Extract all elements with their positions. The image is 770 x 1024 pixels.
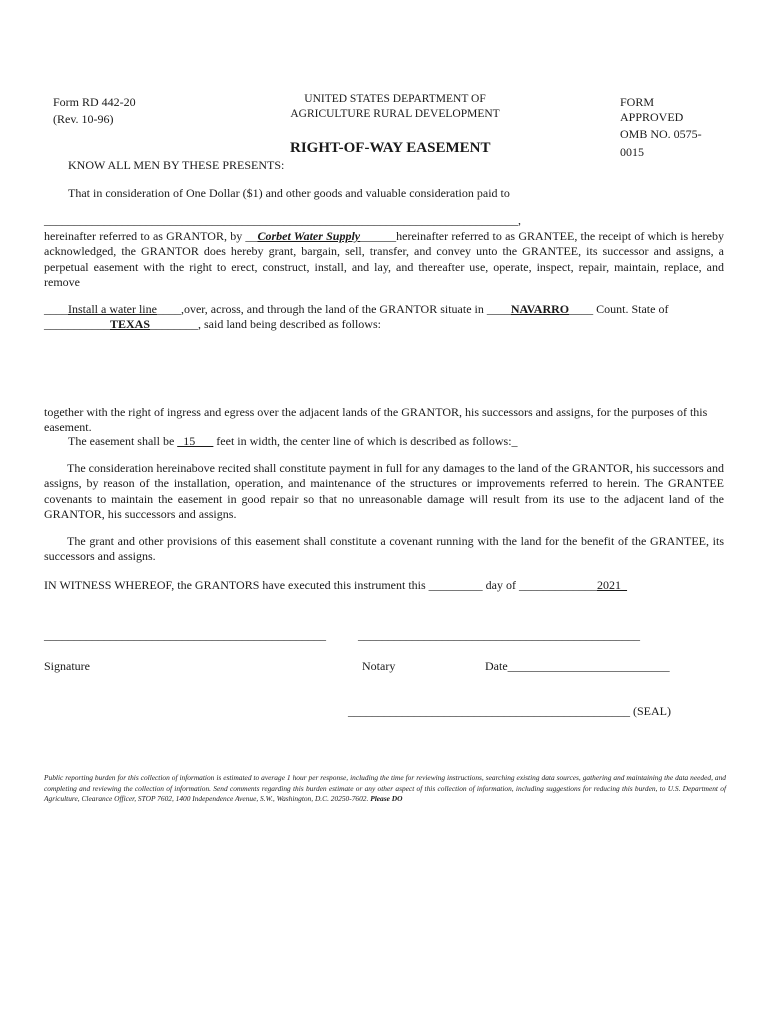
- document-title: RIGHT-OF-WAY EASEMENT: [290, 140, 491, 156]
- grant-paragraph: [44, 229, 724, 290]
- date-field[interactable]: Date___________________________: [485, 659, 670, 673]
- grantor-suffix: ______hereinafter referred to as GRANTEE, the receipt of which is: [360, 229, 689, 243]
- agency-line-2: AGRICULTURE RURAL DEVELOPMENT: [290, 108, 500, 120]
- witness-year[interactable]: 2021_: [597, 578, 627, 592]
- approval-line-1: FORM: [620, 95, 655, 109]
- state-value[interactable]: TEXAS: [110, 317, 151, 331]
- signature-line[interactable]: _______________________________________________: [44, 628, 326, 642]
- grantor-name-blank[interactable]: _______________________________________________________________________________,: [44, 213, 521, 227]
- easement-width-line: [68, 434, 518, 449]
- width-value[interactable]: _15___: [177, 434, 214, 448]
- form-number: Form RD 442-20: [53, 95, 136, 109]
- covenant-paragraph: The grant and other provisions of this easement shall constitute a covenant running with the land for the benefit of the GRANTEE, its successors and assigns.: [44, 534, 724, 564]
- state-prefix: ___________: [44, 317, 110, 331]
- notary-label: Notary: [362, 659, 396, 673]
- state-suffix: ________, said land being described as follows:: [150, 317, 381, 331]
- burden-statement: [44, 773, 726, 805]
- agency-line-1: UNITED STATES DEPARTMENT OF: [304, 93, 486, 105]
- width-suffix: feet in width, the center line of which is described as follows:_: [213, 434, 518, 448]
- approval-line-2: APPROVED: [620, 110, 684, 124]
- witness-text: IN WITNESS WHEREOF, the GRANTORS have executed this instrument this _________ day of _____________: [44, 578, 597, 592]
- purpose-prefix: ____: [44, 302, 68, 316]
- width-prefix: The easement shall be: [68, 434, 178, 448]
- approval-line-3: OMB NO. 0575-: [620, 127, 702, 141]
- purpose-value[interactable]: Install a water line: [68, 302, 157, 316]
- purpose-line: [44, 302, 668, 317]
- approval-line-4: 0015: [620, 145, 644, 159]
- consideration-paragraph: The consideration hereinabove recited shall constitute payment in full for any damages to the land of the GRANTOR, his successors and assigns, by reason of the installation, operation, and maintenance of the structures or improvements referred to herein. The GRANTEE covenants to maintain the easement in good repair so that no unreasonable damage will result from its use to the adjacent land of the GRANTOR, his successors and assigns.: [44, 461, 724, 521]
- burden-text: Public reporting burden for this collection of information is estimated to average 1 hour per response, including the time for reviewing instructions, searching existing data sources, gathering and maintaining the data needed, and completing and reviewing the collection of information. Send comments regarding this burden estimate or any other aspect of this collection of information, including suggestions for reducing this burden, to U.S. Department of Agriculture, Clearance Officer, STOP 7602, 1400 Independence Avenue, S.W., Washington, D.C. 20250-7602.: [44, 773, 726, 804]
- notary-line[interactable]: _______________________________________________: [358, 628, 640, 642]
- signature-label: Signature: [44, 659, 90, 673]
- county-suffix: ____ Count. State of: [569, 302, 669, 316]
- form-revision: (Rev. 10-96): [53, 112, 114, 126]
- ingress-paragraph: together with the right of ingress and egress over the adjacent lands of the GRANTOR, his successors and assigns, for the purposes of this easement.: [44, 405, 708, 435]
- state-line: [44, 317, 381, 332]
- know-all-heading: KNOW ALL MEN BY THESE PRESENTS:: [68, 158, 285, 172]
- county-value[interactable]: NAVARRO: [510, 302, 570, 316]
- grantor-prefix: hereinafter referred to as GRANTOR, by __: [44, 229, 258, 243]
- witness-line: [44, 578, 627, 593]
- grantee-name[interactable]: Corbet Water Supply: [257, 229, 361, 243]
- consideration-intro: That in consideration of One Dollar ($1) and other goods and valuable consideration paid to: [68, 186, 510, 200]
- seal-line[interactable]: _______________________________________________ (SEAL): [348, 704, 671, 718]
- grant-text: hereby acknowledged, the GRANTOR does hereby grant, bargain, sell, transfer, and convey unto the GRANTEE, its successor and assigns, a perpetual easement with the right to erect, construct, install, and lay, and thereafter use, operate, inspect, repair, maintain, replace, and remove: [44, 229, 724, 289]
- purpose-suffix: ____,over, across, and through the land of the GRANTOR situate in ____: [156, 302, 511, 316]
- please-do-text: Please DO: [370, 794, 403, 804]
